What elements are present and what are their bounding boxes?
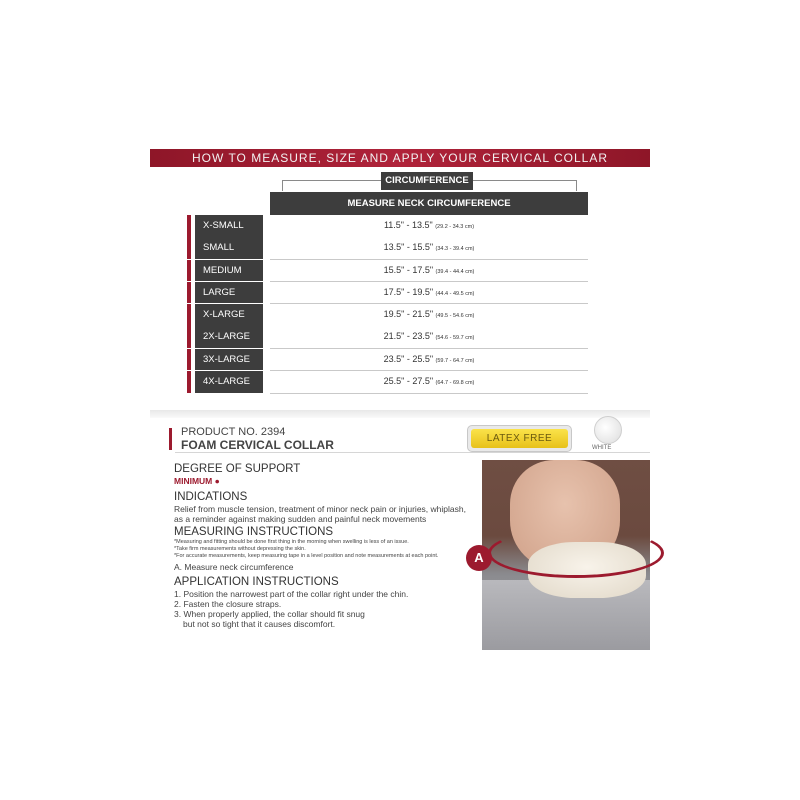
size-inches: 23.5" - 25.5"	[383, 353, 434, 364]
section-divider	[150, 410, 650, 418]
size-cm: (59.7 - 64.7 cm)	[435, 357, 475, 364]
size-cm: (64.7 - 69.8 cm)	[435, 380, 475, 387]
accent-bar	[187, 326, 191, 348]
accent-bar	[187, 260, 191, 282]
banner-title: HOW TO MEASURE, SIZE AND APPLY YOUR CERVICAL COLLAR	[150, 149, 650, 167]
size-name: SMALL	[195, 237, 263, 259]
support-section	[174, 463, 474, 486]
size-name: 4X-LARGE	[195, 371, 263, 393]
measure-marker: A	[466, 545, 492, 571]
color-swatch-label: WHITE	[592, 445, 612, 451]
latex-free-badge	[467, 425, 572, 452]
size-cm: (39.4 - 44.4 cm)	[435, 268, 475, 275]
size-cm: (44.4 - 49.5 cm)	[435, 290, 475, 297]
size-inches: 19.5" - 21.5"	[383, 309, 434, 320]
measuring-section	[174, 526, 474, 572]
accent-bar	[187, 304, 191, 326]
size-name: X-SMALL	[195, 215, 263, 237]
application-line: 3. When properly applied, the collar should fit snug	[174, 609, 365, 619]
size-value	[270, 326, 588, 349]
table-row	[187, 237, 588, 259]
size-inches: 13.5" - 15.5"	[383, 242, 434, 253]
size-value	[270, 304, 588, 327]
size-name: LARGE	[195, 282, 263, 304]
size-inches: 25.5" - 27.5"	[383, 376, 434, 387]
application-line: 2. Fasten the closure straps.	[174, 599, 282, 609]
size-cm: (29.2 - 34.3 cm)	[435, 224, 475, 230]
table-row	[187, 282, 588, 304]
size-value	[270, 237, 588, 260]
indications-section	[174, 491, 474, 524]
accent-bar	[187, 282, 191, 304]
indications-line: as a reminder against making sudden and painful neck movements	[174, 514, 427, 524]
divider-line	[175, 452, 650, 453]
table-row	[187, 215, 588, 237]
accent-bar	[169, 428, 172, 450]
accent-bar	[187, 237, 191, 259]
product-name: FOAM CERVICAL COLLAR	[181, 438, 334, 452]
measuring-note: *Measuring and fitting should be done first thing in the morning when swelling is less of an issue.	[174, 539, 409, 545]
size-inches: 21.5" - 23.5"	[383, 331, 434, 342]
size-value	[270, 282, 588, 305]
size-value	[270, 260, 588, 283]
size-name: 3X-LARGE	[195, 349, 263, 371]
table-row	[187, 304, 588, 326]
size-value	[270, 349, 588, 372]
indications-line: Relief from muscle tension, treatment of minor neck pain or injuries, whiplash,	[174, 504, 466, 514]
color-swatch	[594, 416, 622, 444]
application-line: 1. Position the narrowest part of the collar right under the chin.	[174, 589, 409, 599]
size-value	[270, 215, 588, 238]
table-row	[187, 326, 588, 348]
size-inches: 11.5" - 13.5"	[383, 220, 433, 230]
measuring-note: *For accurate measurements, keep measuring tape in a level position and note measurements at each point.	[174, 553, 439, 559]
circumference-label: CIRCUMFERENCE	[381, 172, 473, 190]
size-cm: (54.6 - 59.7 cm)	[435, 335, 475, 342]
support-heading: DEGREE OF SUPPORT	[174, 463, 301, 475]
column-header: MEASURE NECK CIRCUMFERENCE	[270, 192, 588, 215]
accent-bar	[187, 371, 191, 393]
accent-bar	[187, 215, 191, 237]
accent-bar	[187, 349, 191, 371]
size-inches: 15.5" - 17.5"	[383, 264, 434, 275]
size-table	[187, 215, 588, 393]
support-level: MINIMUM ●	[174, 476, 220, 486]
latex-free-label: LATEX FREE	[471, 429, 568, 448]
measuring-heading: MEASURING INSTRUCTIONS	[174, 526, 334, 538]
size-name: X-LARGE	[195, 304, 263, 326]
measuring-step: A. Measure neck circumference	[174, 562, 294, 572]
application-heading: APPLICATION INSTRUCTIONS	[174, 576, 339, 588]
size-name: MEDIUM	[195, 260, 263, 282]
application-section	[174, 576, 474, 629]
measuring-note: *Take firm measurements without depressing the skin.	[174, 546, 306, 552]
size-name: 2X-LARGE	[195, 326, 263, 348]
size-value	[270, 371, 588, 394]
table-row	[187, 371, 588, 393]
size-cm: (49.5 - 54.6 cm)	[435, 313, 475, 320]
table-row	[187, 260, 588, 282]
size-inches: 17.5" - 19.5"	[383, 286, 434, 297]
table-row	[187, 349, 588, 371]
indications-heading: INDICATIONS	[174, 491, 248, 503]
size-cm: (34.3 - 39.4 cm)	[435, 246, 475, 253]
application-line: but not so tight that it causes discomfort.	[183, 619, 336, 629]
product-number: PRODUCT NO. 2394	[181, 426, 286, 438]
measure-ring	[488, 528, 664, 578]
